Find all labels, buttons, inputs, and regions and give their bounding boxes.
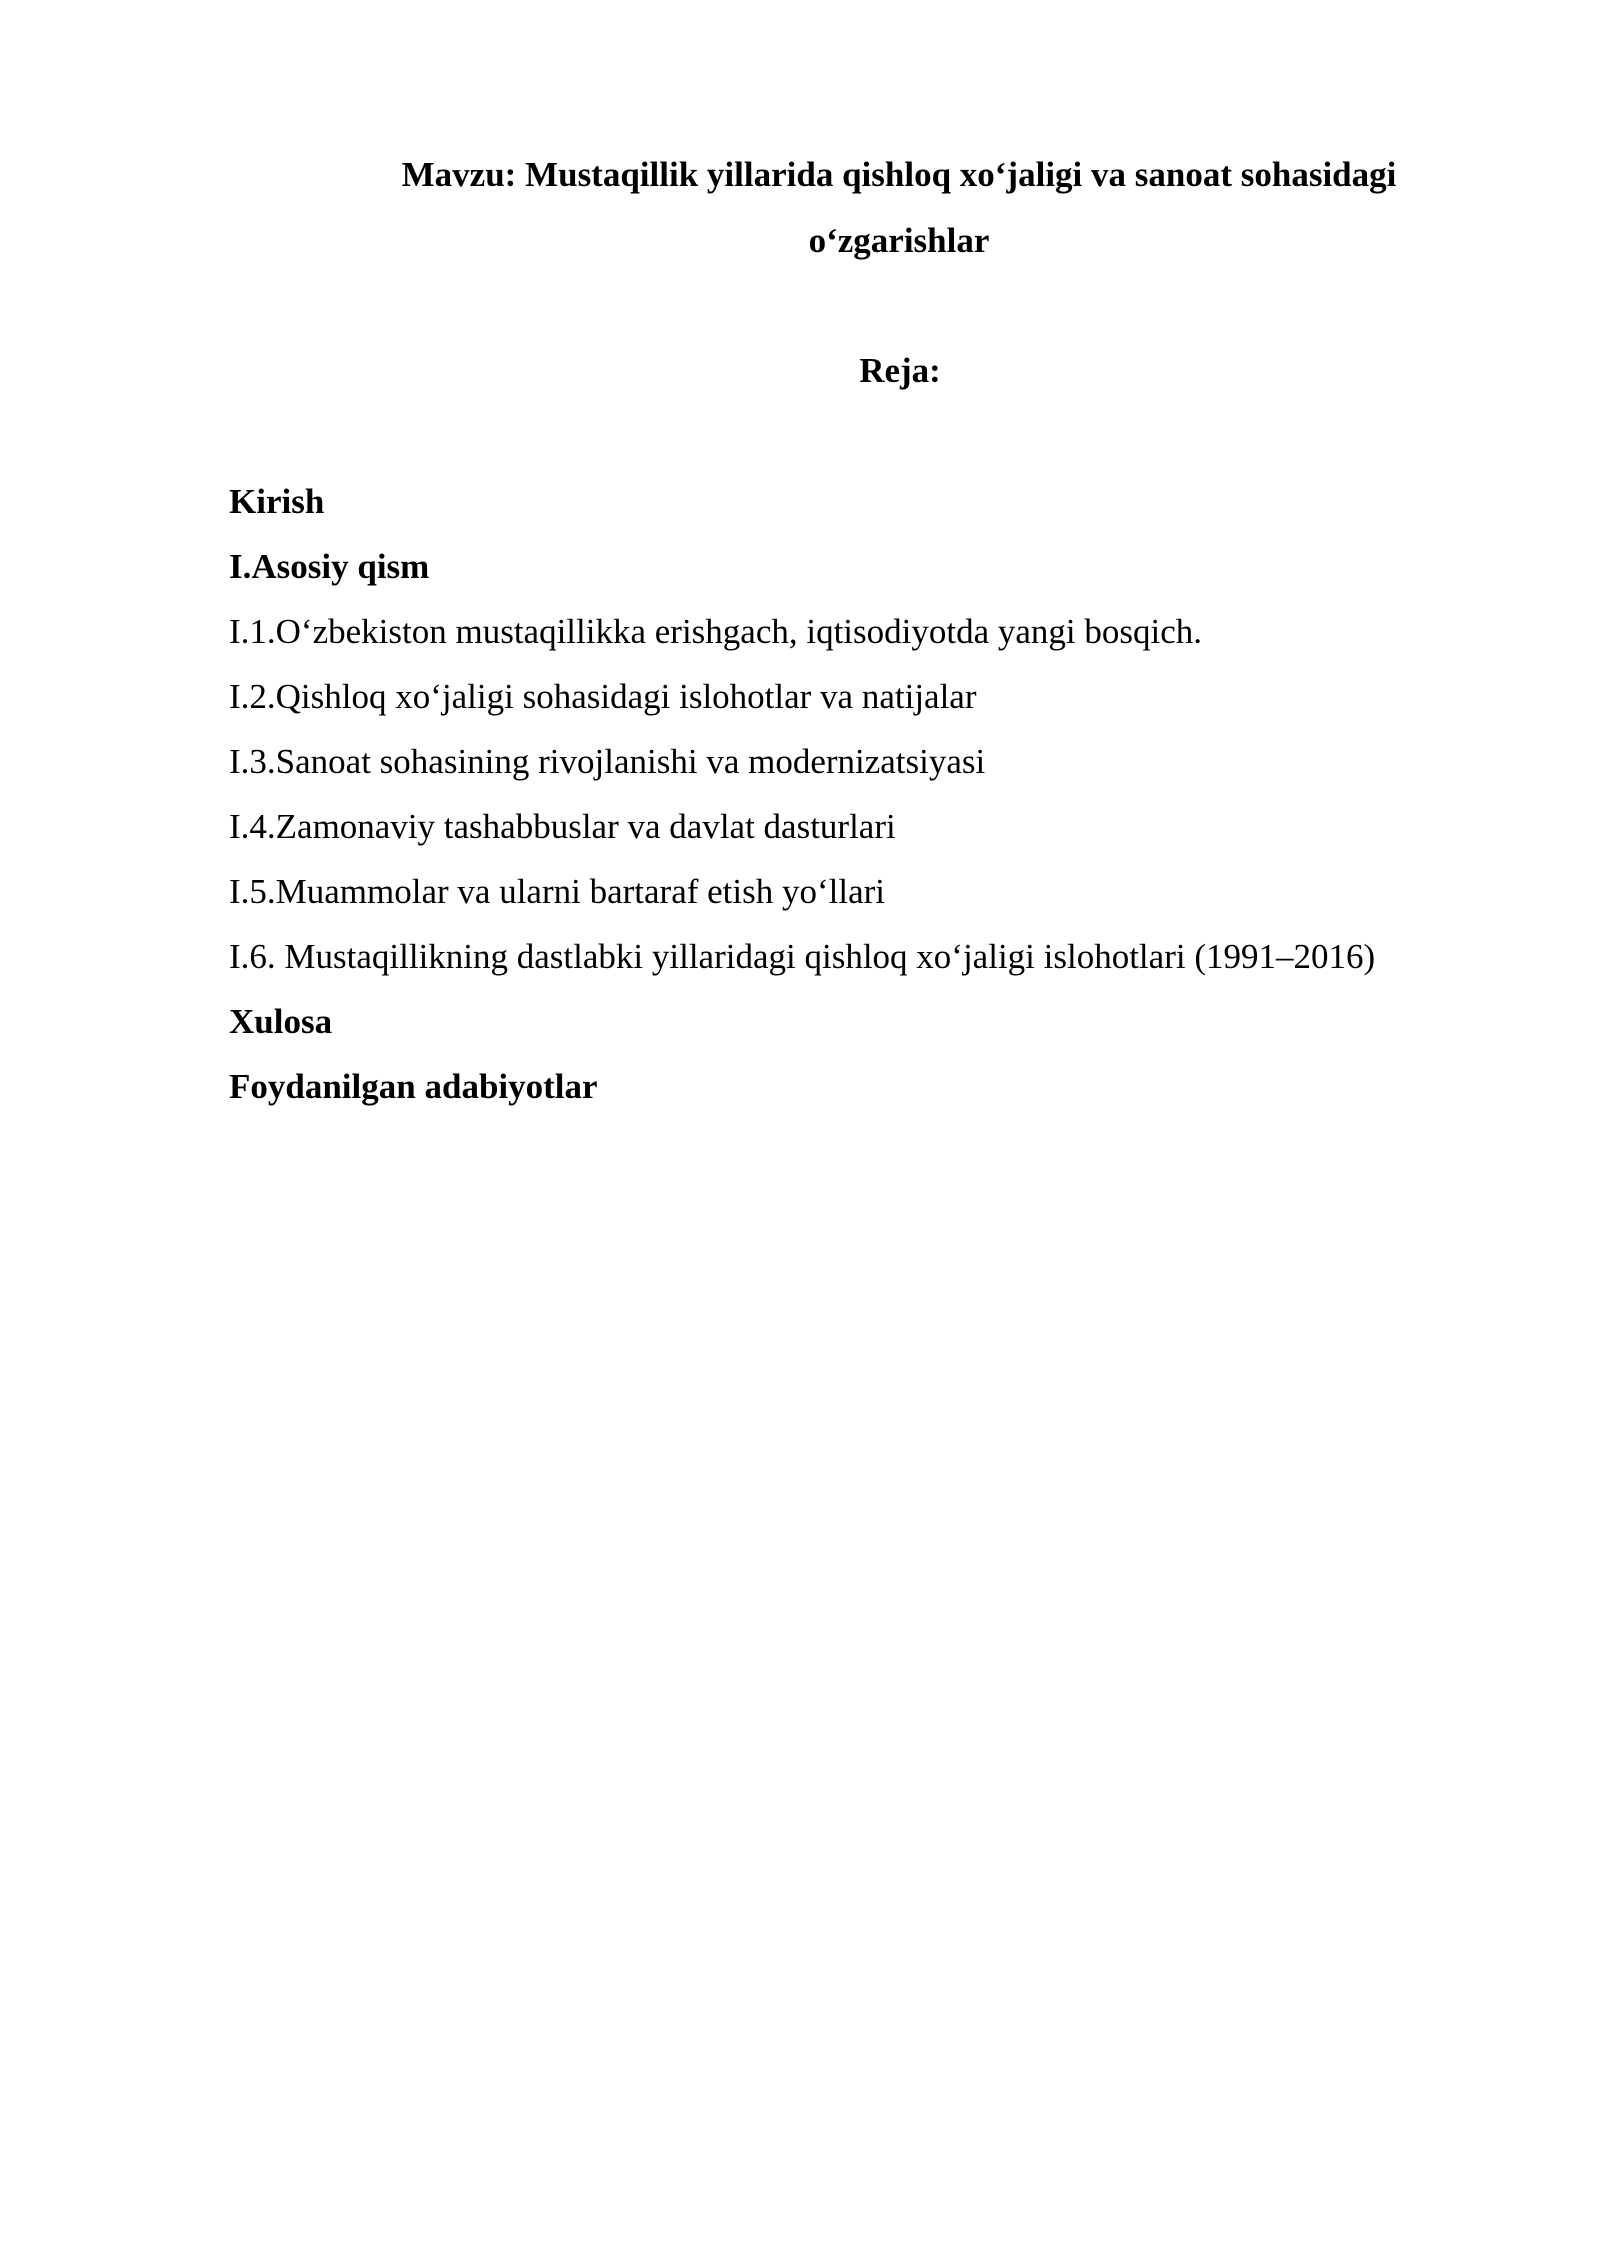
toc-item-section-1-1: I.1.O‘zbekiston mustaqillikka erishgach, iqtisodiyotda yangi bosqich. xyxy=(229,612,1203,651)
toc-item-section-1-2: I.2.Qishloq xo‘jaligi sohasidagi islohotlar va natijalar xyxy=(229,677,977,716)
toc-item-section-1-3: I.3.Sanoat sohasining rivojlanishi va modernizatsiyasi xyxy=(229,742,986,781)
toc-item-section-1-6: I.6. Mustaqillikning dastlabki yillaridagi qishloq xo‘jaligi islohotlari (1991–2016) xyxy=(229,937,1376,976)
toc-item-conclusion: Xulosa xyxy=(229,1002,333,1041)
plan-heading: Reja: xyxy=(859,351,941,390)
toc-item-main-part: I.Asosiy qism xyxy=(229,547,430,586)
toc-item-section-1-5: I.5.Muammolar va ularni bartaraf etish yo‘llari xyxy=(229,872,886,911)
document-title: Mavzu: Mustaqillik yillarida qishloq xo‘jaligi va sanoat sohasidagi o‘zgarishlar xyxy=(401,155,1397,260)
toc-item-references: Foydanilgan adabiyotlar xyxy=(229,1067,598,1106)
toc-item-introduction: Kirish xyxy=(229,482,325,521)
toc-item-section-1-4: I.4.Zamonaviy tashabbuslar va davlat dasturlari xyxy=(229,807,896,846)
table-of-contents xyxy=(229,469,1529,1119)
